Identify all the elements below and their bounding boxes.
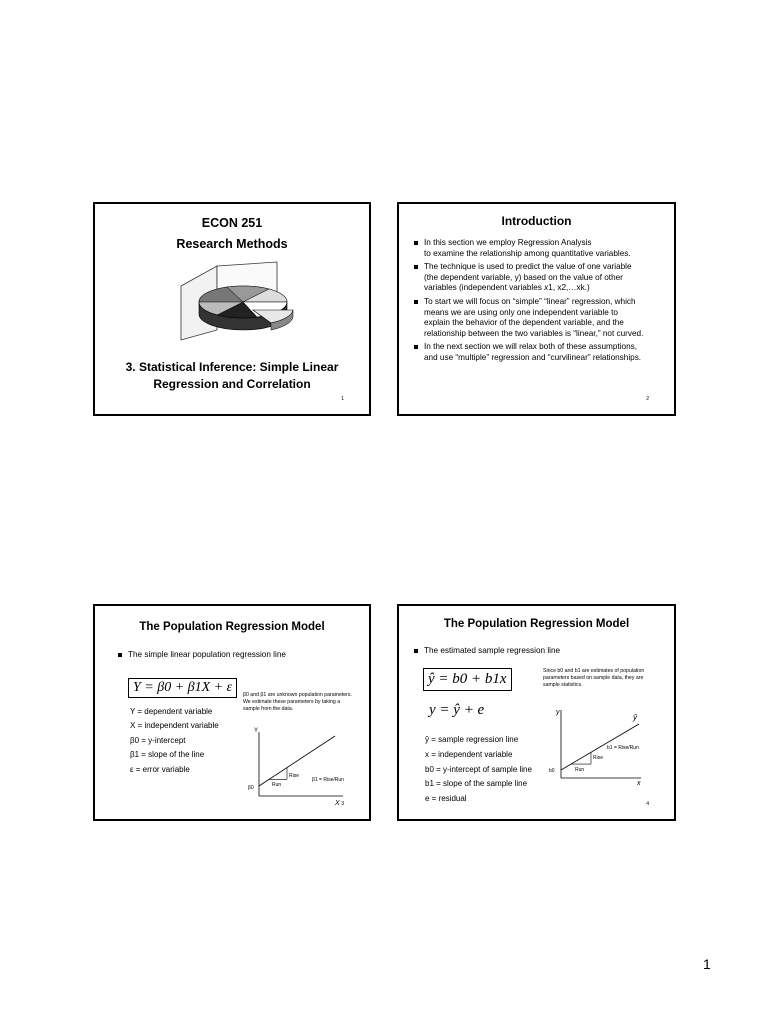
x-axis-label: X bbox=[335, 800, 340, 806]
slide-number: 1 bbox=[341, 396, 344, 402]
lecture-title-line-2: Regression and Correlation bbox=[153, 377, 311, 391]
bullet-item: The simple linear population regression line bbox=[117, 650, 357, 661]
slide-title: The Population Regression Model bbox=[139, 621, 325, 633]
course-title: ECON 251 bbox=[201, 216, 263, 230]
y-axis-label: y bbox=[556, 709, 560, 716]
population-regression-equation: Y = β0 + β1X + ε bbox=[128, 678, 237, 698]
definition-item: ŷ = sample regression line bbox=[425, 735, 519, 744]
population-regression-graph bbox=[245, 726, 365, 806]
slope-label: β1 = Rise/Run bbox=[312, 777, 344, 783]
definitions-list bbox=[425, 733, 532, 807]
bullet-item: To start we will focus on “simple” “linear” regression, which means we are using only one independent variable to explain the behavior of the dependent variable, and the relationship between the two variables is “linear,” not curved. bbox=[413, 297, 673, 339]
parameter-note: β0 and β1 are unknown population parameters. We estimate these parameters by taking a sample from the data. bbox=[243, 692, 352, 712]
bullet-list bbox=[413, 238, 673, 367]
statistics-note: Since b0 and b1 are estimates of population parameters based on sample data, they are sample statistics. bbox=[543, 668, 645, 688]
bullet-item: In this section we employ Regression Analysis to examine the relationship among quantitative variables. bbox=[413, 238, 673, 259]
intercept-label: b0 bbox=[549, 768, 555, 774]
slide-3 bbox=[93, 604, 371, 821]
definition-item: e = residual bbox=[425, 794, 467, 804]
definition-item: X = independent variable bbox=[130, 721, 219, 731]
slide-number: 4 bbox=[646, 801, 649, 807]
bullet-list bbox=[413, 646, 653, 660]
slide-1 bbox=[93, 202, 371, 416]
definition-item: Y = dependent variable bbox=[130, 707, 213, 716]
run-label: Run bbox=[272, 782, 282, 788]
residual-equation: y = ŷ + e bbox=[429, 702, 485, 718]
slide-title: Introduction bbox=[501, 214, 572, 228]
slide-number: 2 bbox=[646, 396, 649, 402]
sample-regression-graph bbox=[547, 702, 667, 788]
y-axis-label: Y bbox=[254, 728, 259, 734]
course-subtitle: Research Methods bbox=[176, 237, 288, 251]
definition-item: β1 = slope of the line bbox=[130, 750, 205, 760]
definition-item: β0 = y-intercept bbox=[130, 735, 186, 745]
line-label: ŷ bbox=[633, 713, 637, 722]
definition-item: b0 = y-intercept of sample line bbox=[425, 764, 532, 774]
slide-number: 3 bbox=[341, 801, 344, 807]
run-label: Run bbox=[575, 767, 585, 773]
pie-chart-graphic bbox=[177, 260, 297, 342]
slope-label: b1 = Rise/Run bbox=[607, 745, 639, 751]
bullet-item: In the next section we will relax both of these assumptions, and use “multiple” regression and “curvilinear” relationships. bbox=[413, 342, 673, 363]
lecture-title-line-1: 3. Statistical Inference: Simple Linear bbox=[125, 360, 339, 374]
bullet-item: The estimated sample regression line bbox=[413, 646, 653, 657]
slide-2 bbox=[397, 202, 676, 416]
definitions-list bbox=[130, 705, 219, 777]
page-number: 1 bbox=[703, 956, 711, 972]
bullet-item: The technique is used to predict the value of one variable (the dependent variable, y) based on the value of other variables (independent variables x1, x2,…xk.) bbox=[413, 262, 673, 294]
definition-item: ε = error variable bbox=[130, 764, 190, 774]
definition-item: x = independent variable bbox=[425, 749, 513, 759]
intercept-label: β0 bbox=[248, 785, 254, 791]
x-axis-label: x bbox=[637, 780, 641, 787]
definition-item: b1 = slope of the sample line bbox=[425, 779, 528, 789]
bullet-list bbox=[117, 650, 357, 664]
slide-4 bbox=[397, 604, 676, 821]
rise-label: Rise bbox=[593, 755, 604, 761]
rise-label: Rise bbox=[289, 773, 300, 779]
sample-regression-equation: ŷ = b0 + b1x bbox=[423, 668, 512, 691]
slide-title: The Population Regression Model bbox=[443, 618, 630, 630]
